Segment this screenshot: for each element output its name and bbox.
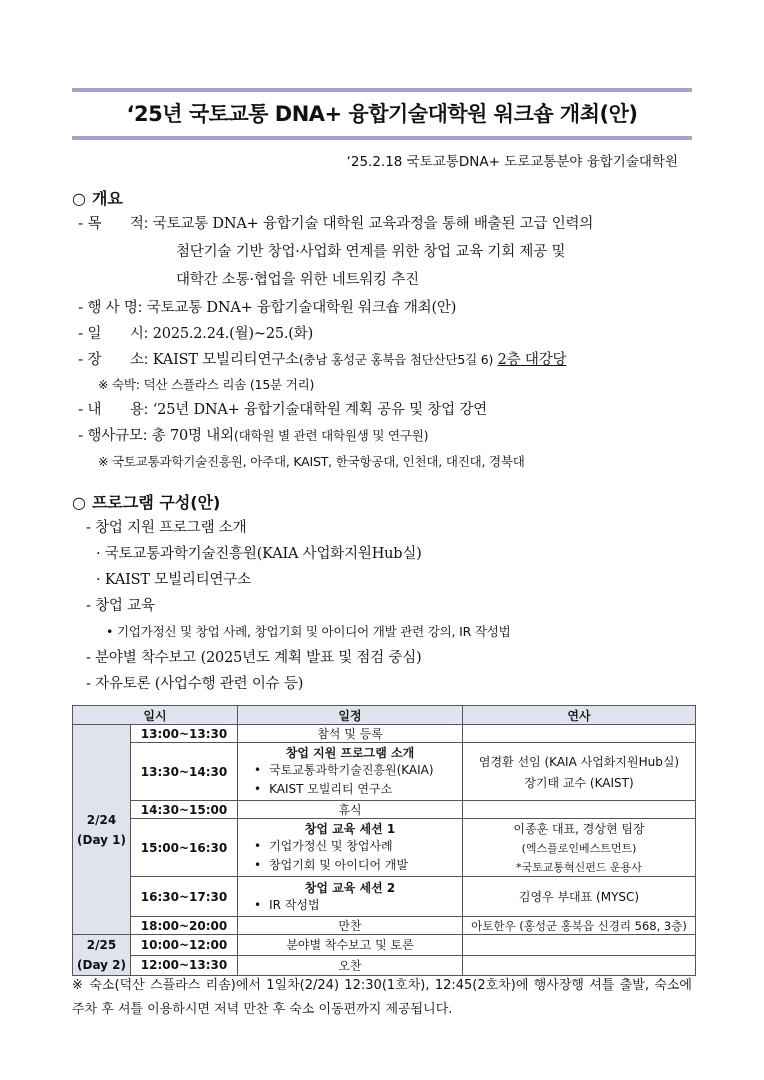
time-cell: 14:30~15:00: [131, 801, 238, 819]
event-cell: 휴식: [238, 801, 463, 819]
speaker-line: 이종훈 대표, 경상현 팀장: [513, 822, 645, 836]
title-top-rule: [72, 88, 692, 92]
program-item: - 자유토론 (사업수행 관련 이슈 등): [86, 676, 304, 692]
program-item: - 창업 지원 프로그램 소개: [86, 520, 247, 536]
place-row: [78, 348, 566, 369]
table-row: [73, 725, 696, 743]
event-bullet: • KAIST 모빌리티 연구소: [242, 780, 458, 799]
purpose-line-1: 국토교통 DNA+ 융합기술 대학원 교육과정을 통해 배출된 고급 인력의: [152, 216, 594, 232]
event-cell: 오찬: [238, 955, 463, 976]
table-row: [73, 877, 696, 917]
day2-cell: [73, 935, 131, 976]
scale-row: [78, 424, 428, 445]
shuttle-footnote: ※ 숙소(덕산 스플라스 리솜)에서 1일차(2/24) 12:30(1호차), 12:45(2호차)에 행사장행 셔틀 출발, 숙소에 주차 후 셔틀 이용하시면 저녁 만찬 후 숙소 이동편까지 제공됩니다.: [72, 978, 692, 1017]
purpose-row: [78, 212, 593, 233]
place-room: 2층 대강당: [497, 352, 567, 368]
event-bullet: • 국토교통과학기술진흥원(KAIA): [242, 761, 458, 780]
purpose-line-2: 첨단기술 기반 창업·사업화 연계를 위한 창업 교육 기회 제공 및: [176, 244, 566, 260]
event-name-value: 국토교통 DNA+ 융합기술대학원 워크숍 개최(안): [146, 300, 457, 316]
circle-bullet-icon: ○: [72, 493, 86, 512]
purpose-line-3: 대학간 소통·협업을 위한 네트워킹 추진: [176, 272, 419, 288]
event-name-row: [78, 296, 456, 317]
date-row: [78, 322, 313, 343]
content-value: ‘25년 DNA+ 융합기술대학원 계획 공유 및 창업 강연: [152, 402, 487, 418]
scale-label: - 행사규모:: [78, 428, 148, 444]
speaker-line: *국토교통혁신펀드 운용사: [516, 861, 642, 874]
table-row: [73, 917, 696, 935]
speaker-cell: [463, 819, 696, 877]
event-bullet: • 창업기회 및 아이디어 개발: [242, 856, 458, 875]
day2-date: 2/25: [86, 938, 117, 952]
day1-date: 2/24: [86, 812, 117, 827]
time-cell: 15:00~16:30: [131, 819, 238, 877]
program-item: - 분야별 착수보고 (2025년도 계획 발표 및 점검 중심): [86, 650, 422, 666]
time-cell: 12:00~13:30: [131, 955, 238, 976]
time-cell: 13:30~14:30: [131, 743, 238, 801]
table-row: [73, 955, 696, 976]
overview-heading: [72, 186, 123, 209]
program-item: · 국토교통과학기술진흥원(KAIA 사업화지원Hub실): [96, 546, 422, 562]
header-speaker: 연사: [463, 706, 696, 725]
place-label: - 장 소:: [78, 352, 149, 368]
event-bullet: • IR 작성법: [242, 896, 458, 915]
event-bullet: • 기업가정신 및 창업사례: [242, 837, 458, 856]
time-cell: 18:00~20:00: [131, 917, 238, 935]
header-datetime: 일시: [73, 706, 238, 725]
day1-cell: [73, 725, 131, 935]
date-label: - 일 시:: [78, 326, 149, 342]
table-row: [73, 743, 696, 801]
content-row: [78, 398, 487, 419]
purpose-label: - 목 적:: [78, 216, 149, 232]
content-label: - 내 용:: [78, 402, 149, 418]
participants-note: ※ 국토교통과학기술진흥원, 아주대, KAIST, 한국항공대, 인천대, 대진대, 경북대: [98, 454, 525, 469]
event-cell: 분야별 착수보고 및 토론: [238, 935, 463, 956]
table-row: [73, 935, 696, 956]
day1-label: (Day 1): [77, 832, 127, 847]
event-cell: [238, 743, 463, 801]
event-title: 창업 교육 세션 2: [304, 880, 396, 895]
speaker-cell: [463, 935, 696, 956]
lodging-note: ※ 숙박: 덕산 스플라스 리솜 (15분 거리): [98, 377, 315, 392]
schedule-table: [72, 705, 696, 976]
title-bottom-rule: [72, 136, 692, 140]
speaker-line: (엑스플로인베스트먼트): [521, 842, 637, 855]
time-cell: 10:00~12:00: [131, 935, 238, 956]
speaker-cell: 아토한우 (홍성군 홍북읍 신경리 568, 3층): [463, 917, 696, 935]
event-cell: [238, 877, 463, 917]
program-item: • 기업가정신 및 창업 사례, 창업기회 및 아이디어 개발 관련 강의, IR 작성법: [106, 624, 511, 639]
speaker-cell: [463, 801, 696, 819]
speaker-line: 장기태 교수 (KAIST): [524, 775, 634, 790]
table-row: [73, 801, 696, 819]
speaker-cell: [463, 725, 696, 743]
event-cell: [238, 819, 463, 877]
place-detail: (충남 홍성군 홍북읍 첨단산단5길 6): [298, 352, 494, 367]
event-title: 창업 교육 세션 1: [304, 822, 396, 836]
program-item: · KAIST 모빌리티연구소: [96, 572, 251, 588]
scale-value: 총 70명 내외: [151, 428, 234, 444]
date-value: 2025.2.24.(월)~25.(화): [152, 326, 314, 342]
program-heading: [72, 490, 220, 513]
event-cell: 만찬: [238, 917, 463, 935]
scale-detail: (대학원 별 관련 대학원생 및 연구원): [233, 428, 429, 443]
circle-bullet-icon: ○: [72, 189, 86, 208]
table-row: [73, 819, 696, 877]
day2-label: (Day 2): [77, 958, 127, 972]
header-schedule: 일정: [238, 706, 463, 725]
program-heading-text: 프로그램 구성(안): [91, 493, 221, 512]
event-title: 창업 지원 프로그램 소개: [285, 746, 415, 760]
page-title: ‘25년 국토교통 DNA+ 융합기술대학원 워크숍 개최(안): [126, 102, 638, 126]
document-date-org: ‘25.2.18 국토교통DNA+ 도로교통분야 융합기술대학원: [346, 154, 678, 170]
overview-heading-text: 개요: [91, 189, 123, 208]
place-value: KAIST 모빌리티연구소: [152, 352, 299, 368]
time-cell: 16:30~17:30: [131, 877, 238, 917]
program-item: - 창업 교육: [86, 598, 155, 614]
speaker-cell: [463, 743, 696, 801]
event-cell: 참석 및 등록: [238, 725, 463, 743]
speaker-cell: [463, 955, 696, 976]
speaker-line: 염경환 선임 (KAIA 사업화지원Hub실): [478, 754, 680, 769]
event-name-label: - 행 사 명:: [78, 300, 143, 316]
table-header-row: [73, 706, 696, 725]
speaker-cell: 김영우 부대표 (MYSC): [463, 877, 696, 917]
time-cell: 13:00~13:30: [131, 725, 238, 743]
